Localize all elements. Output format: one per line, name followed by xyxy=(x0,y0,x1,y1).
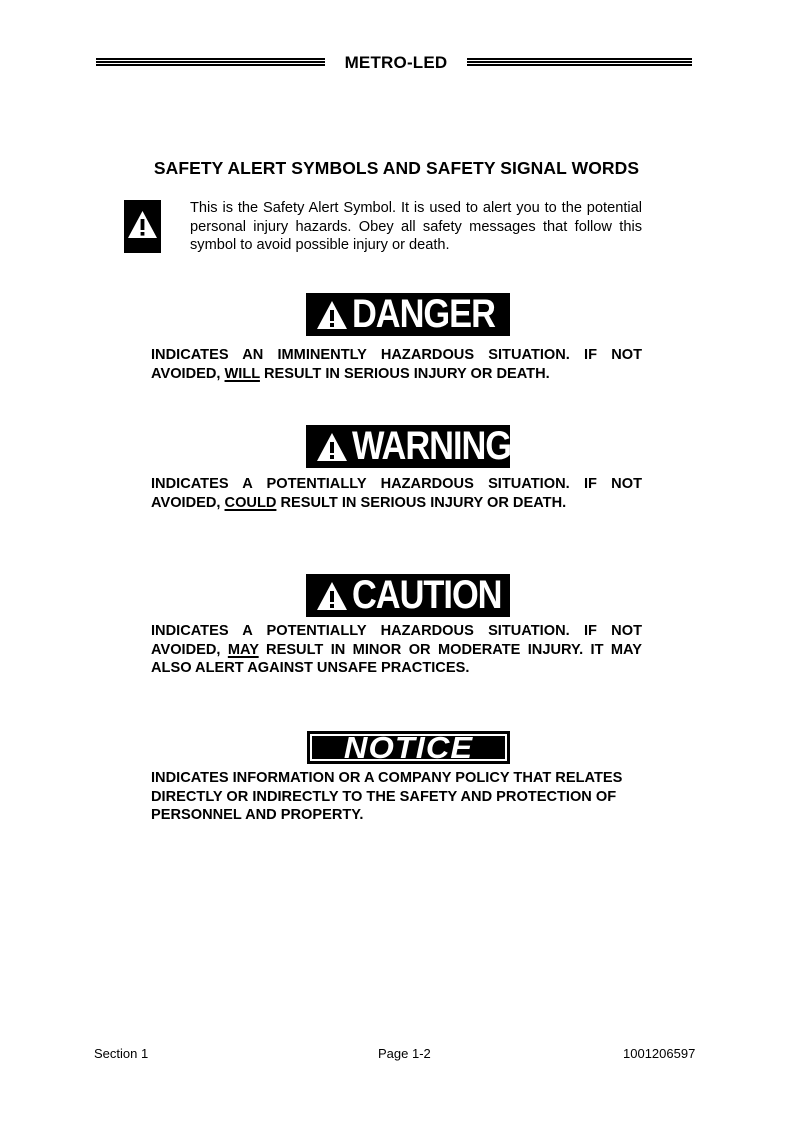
caution-word: CAUTION xyxy=(352,573,502,617)
warning-description-post: RESULT IN SERIOUS INJURY OR DEATH. xyxy=(276,494,567,511)
notice-word: NOTICE xyxy=(343,730,474,765)
danger-alert-icon xyxy=(316,300,348,330)
danger-description-emphasis: WILL xyxy=(224,365,260,382)
warning-description-emphasis: COULD xyxy=(224,494,277,511)
caution-signal-word-label xyxy=(306,574,510,617)
header-title: METRO-LED xyxy=(344,53,448,72)
footer-section: Section 1 xyxy=(94,1046,149,1061)
header-rule-left xyxy=(96,58,325,67)
danger-description xyxy=(151,346,642,383)
warning-word: WARNING xyxy=(352,424,512,468)
caution-description-line1: INDICATES A POTENTIALLY HAZARDOUS SITUATION. IF NOT xyxy=(151,623,642,639)
warning-description-pre: AVOIDED, xyxy=(151,494,225,511)
safety-alert-description: This is the Safety Alert Symbol. It is used to alert you to the potential personal injury hazards. Obey all safety messages that follow this symbol to avoid possible injury or death. xyxy=(190,200,642,253)
caution-description xyxy=(151,622,642,678)
danger-description-line1: INDICATES AN IMMINENTLY HAZARDOUS SITUATION. IF NOT xyxy=(151,347,642,363)
caution-description-emphasis: MAY xyxy=(227,641,259,658)
warning-description-line1: INDICATES A POTENTIALLY HAZARDOUS SITUATION. IF NOT xyxy=(151,476,642,492)
danger-description-post: RESULT IN SERIOUS INJURY OR DEATH. xyxy=(259,365,550,382)
warning-description xyxy=(151,475,642,512)
danger-description-pre: AVOIDED, xyxy=(151,365,225,382)
danger-word: DANGER xyxy=(352,292,495,336)
footer-page-number: Page 1-2 xyxy=(378,1046,431,1061)
section-title: SAFETY ALERT SYMBOLS AND SAFETY SIGNAL WORDS xyxy=(153,158,640,178)
notice-signal-word-label xyxy=(307,731,510,764)
danger-signal-word-label xyxy=(306,293,510,336)
caution-description-pre: AVOIDED, xyxy=(151,641,228,658)
caution-description-post: RESULT IN MINOR OR MODERATE INJURY. IT MAY ALSO ALERT AGAINST UNSAFE PRACTICES. xyxy=(151,641,642,676)
safety-alert-icon xyxy=(124,200,161,253)
footer-doc-number: 1001206597 xyxy=(623,1046,696,1061)
caution-alert-icon xyxy=(316,581,348,611)
header-rule-right xyxy=(467,58,692,67)
warning-alert-icon xyxy=(316,432,348,462)
warning-signal-word-label xyxy=(306,425,510,468)
notice-description: INDICATES INFORMATION OR A COMPANY POLICY THAT RELATES DIRECTLY OR INDIRECTLY TO THE SAFETY AND PROTECTION OF PERSONNEL AND PROPERTY. xyxy=(151,770,623,823)
